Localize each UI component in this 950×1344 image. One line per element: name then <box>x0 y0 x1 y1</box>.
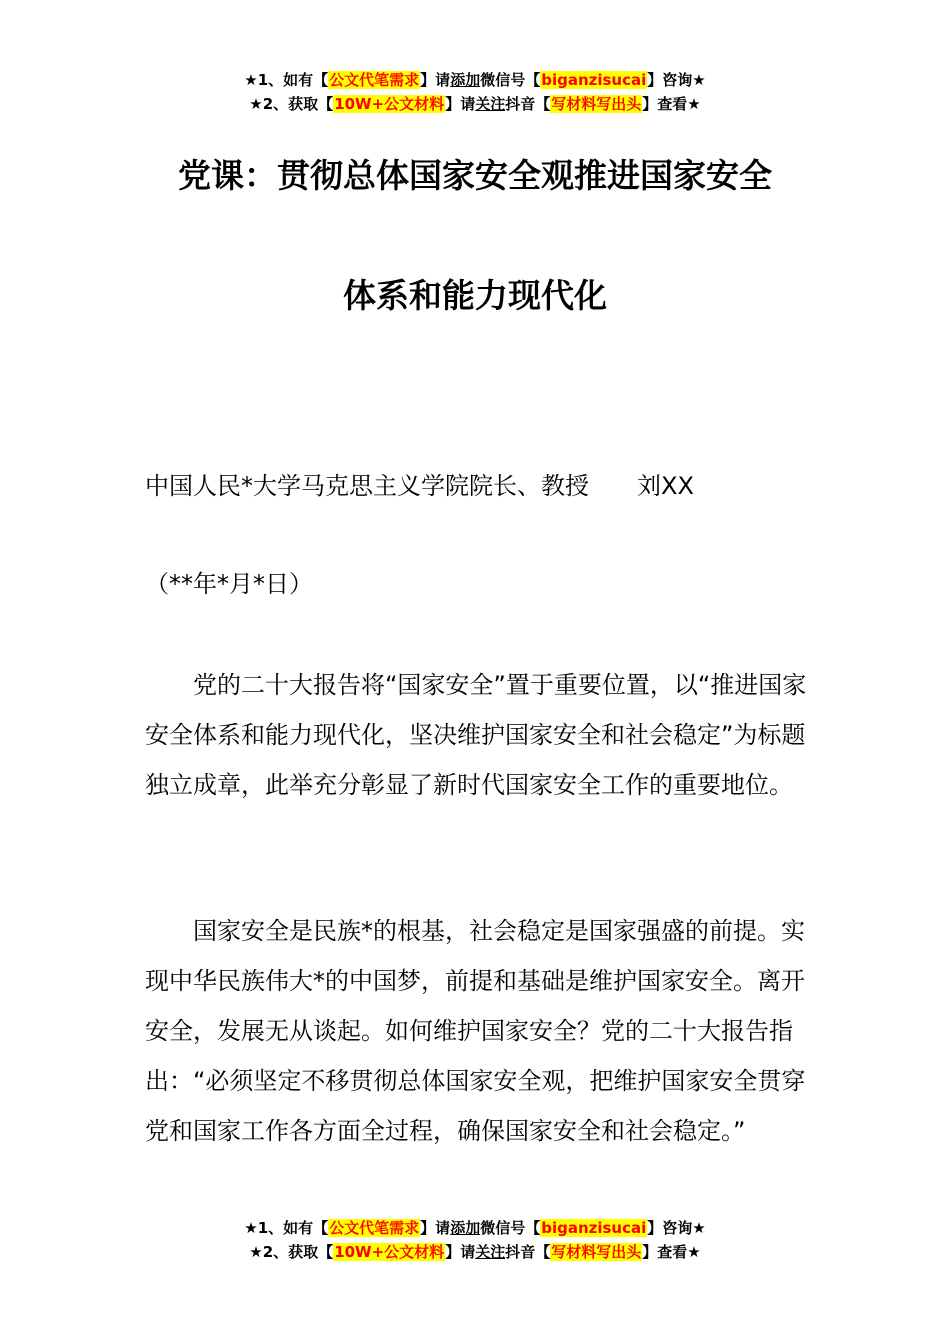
highlight-service: 公文代笔需求 <box>329 1219 420 1237</box>
document-title-line-1: 党课：贯彻总体国家安全观推进国家安全 <box>178 156 772 195</box>
highlight-douyin-account: 写材料写出头 <box>551 95 642 113</box>
banner-text: 】查看★ <box>642 95 701 113</box>
banner-text: 】咨询★ <box>647 71 706 89</box>
highlight-douyin-account: 写材料写出头 <box>551 1243 642 1261</box>
banner-text: ★1、如有【 <box>244 1219 329 1237</box>
author-name: 刘XX <box>637 472 694 500</box>
banner-line-1 <box>0 68 950 92</box>
document-title-line-2: 体系和能力现代化 <box>343 276 607 315</box>
banner-text: ★2、获取【 <box>249 1243 334 1261</box>
banner-text: 】请 <box>445 95 476 113</box>
banner-line-2 <box>0 92 950 116</box>
banner-text: 】查看★ <box>642 1243 701 1261</box>
banner-underline-text: 关注 <box>475 1243 506 1261</box>
header-banner <box>0 68 950 116</box>
banner-text: 微信号【 <box>480 71 541 89</box>
highlight-materials: 10W+公文材料 <box>334 1243 445 1261</box>
author-line <box>145 466 815 501</box>
banner-underline-text: 关注 <box>475 95 506 113</box>
banner-text: ★2、获取【 <box>249 95 334 113</box>
banner-text: 】请 <box>445 1243 476 1261</box>
paragraph-1: 党的二十大报告将“国家安全”置于重要位置，以“推进国家安全体系和能力现代化，坚决维护国家安全和社会稳定”为标题独立成章，此举充分彰显了新时代国家安全工作的重要地位。 <box>145 671 807 799</box>
highlight-wechat-id: biganzisucai <box>541 71 647 89</box>
highlight-service: 公文代笔需求 <box>329 71 420 89</box>
banner-text: 】请 <box>420 1219 451 1237</box>
banner-text: 抖音【 <box>505 1243 551 1261</box>
banner-text: ★1、如有【 <box>244 71 329 89</box>
document-date: （**年*月*日） <box>145 570 313 598</box>
banner-text: 】请 <box>420 71 451 89</box>
highlight-wechat-id: biganzisucai <box>541 1219 647 1237</box>
highlight-materials: 10W+公文材料 <box>334 95 445 113</box>
banner-text: 抖音【 <box>505 95 551 113</box>
footer-banner <box>0 1216 950 1264</box>
banner-text: 微信号【 <box>480 1219 541 1237</box>
author-affiliation: 中国人民*大学马克思主义学院院长、教授 <box>145 472 589 500</box>
banner-line-2 <box>0 1240 950 1264</box>
banner-underline-text: 添加 <box>450 1219 481 1237</box>
banner-underline-text: 添加 <box>450 71 481 89</box>
banner-line-1 <box>0 1216 950 1240</box>
paragraph-2: 国家安全是民族*的根基，社会稳定是国家强盛的前提。实现中华民族伟大*的中国梦，前提和基础是维护国家安全。离开安全，发展无从谈起。如何维护国家安全？党的二十大报告指出：“必须坚定不移贯彻总体国家安全观，把维护国家安全贯穿党和国家工作各方面全过程，确保国家安全和社会稳定。” <box>145 917 806 1145</box>
banner-text: 】咨询★ <box>647 1219 706 1237</box>
